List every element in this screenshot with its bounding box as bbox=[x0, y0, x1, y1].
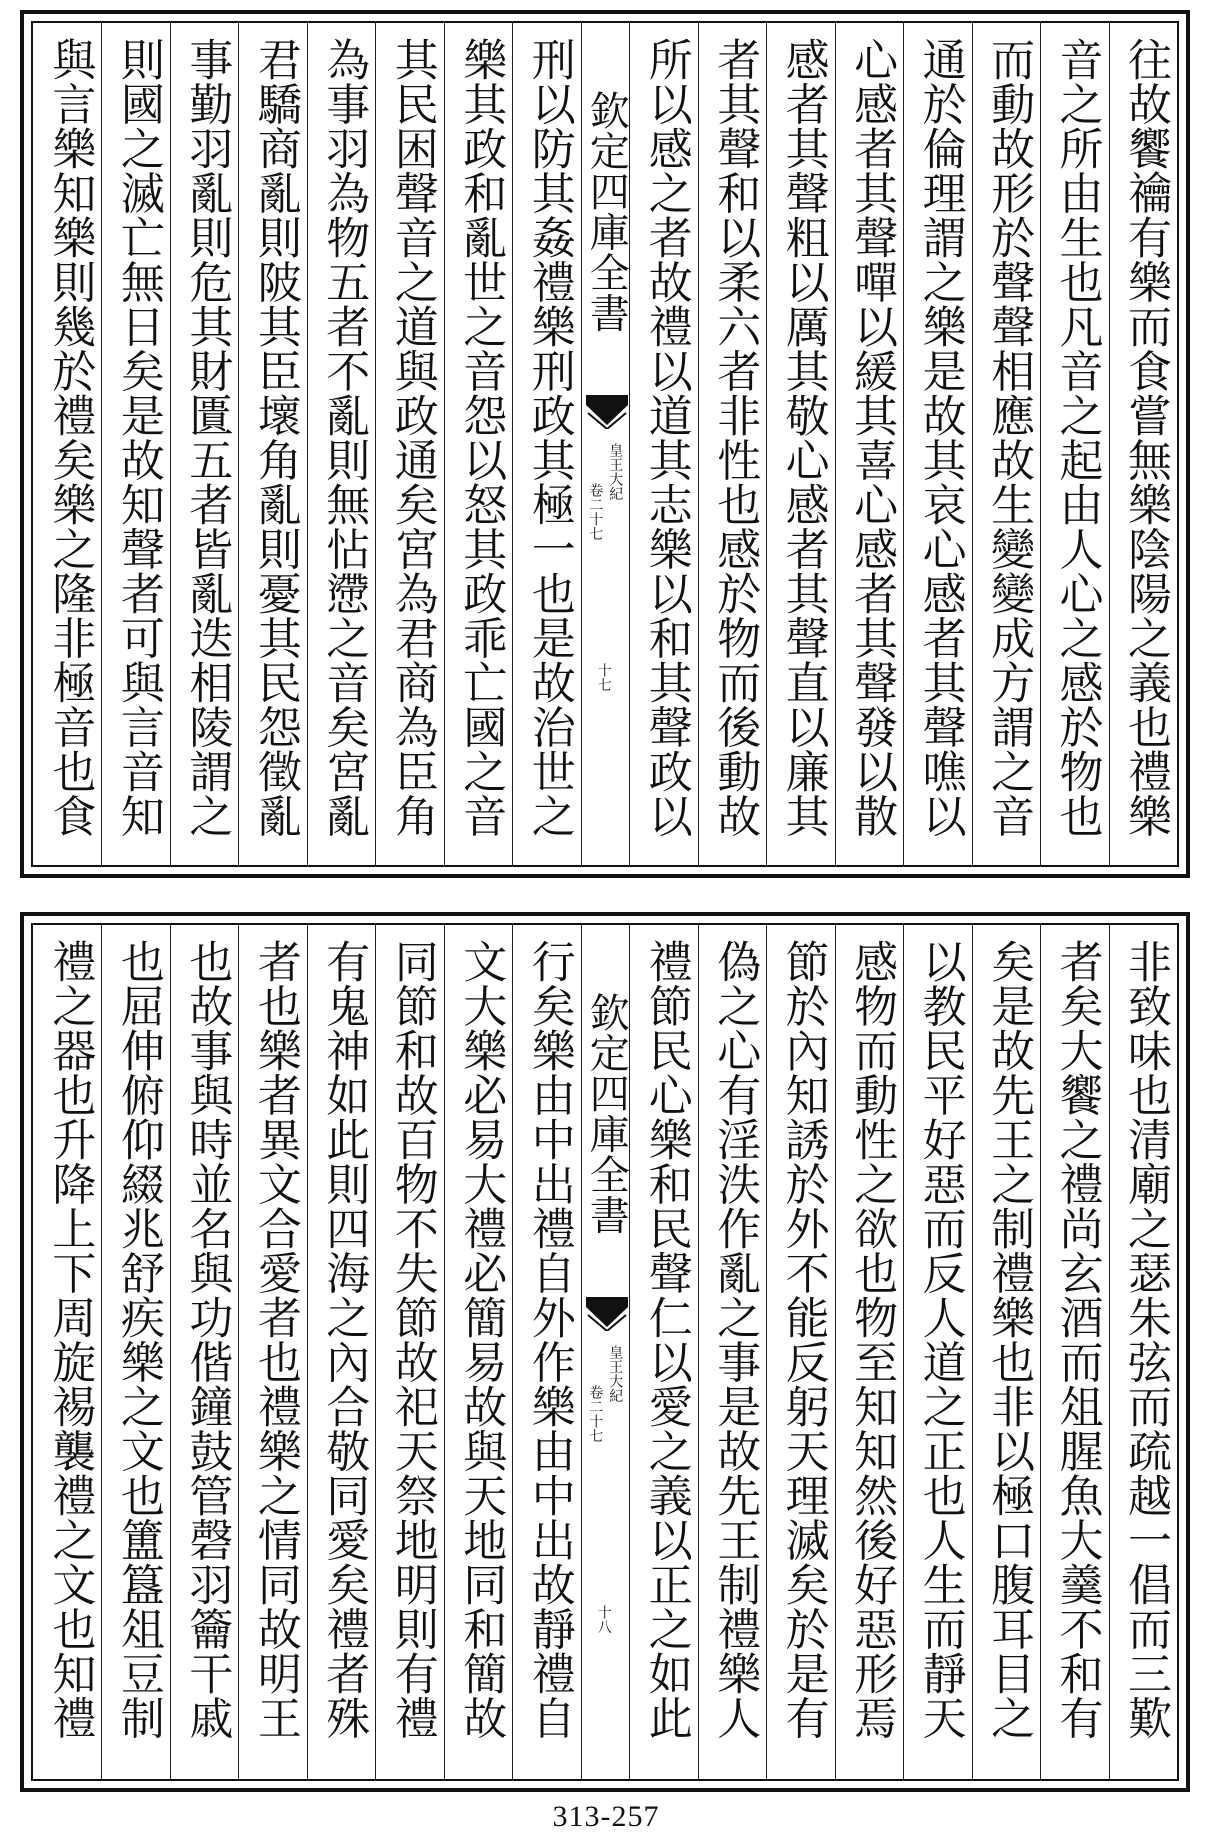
text-column: 君驕商亂則陂其臣壞角亂則憂其民怨徵亂 bbox=[238, 23, 306, 865]
text-column: 者其聲和以柔六者非性也感於物而後動故 bbox=[698, 23, 766, 865]
book-title: 欽定四庫全書 bbox=[583, 991, 630, 1235]
bottom-page bbox=[20, 912, 1190, 1792]
catalog-page-number: 313-257 bbox=[552, 1800, 660, 1833]
book-title: 欽定四庫全書 bbox=[583, 89, 630, 333]
text-column: 通於倫理謂之樂是故其哀心感者其聲噍以 bbox=[903, 23, 971, 865]
text-column: 所以感之者故禮以道其志樂以和其聲政以 bbox=[629, 23, 697, 865]
text-column: 樂其政和亂世之音怨以怒其政乖亡國之音 bbox=[444, 23, 512, 865]
text-column: 節於內知誘於外不能反躬天理滅矣於是有 bbox=[766, 925, 834, 1779]
text-column: 而動故形於聲聲相應故生變變成方謂之音 bbox=[972, 23, 1040, 865]
text-column: 禮之器也升降上下周旋裼襲禮之文也知禮 bbox=[44, 939, 96, 1740]
fish-tail-mark-icon bbox=[586, 1297, 628, 1331]
text-column: 非致味也清廟之瑟朱弦而疏越一倡而三歎 bbox=[1109, 925, 1177, 1779]
text-column: 行矣樂由中出禮自外作樂由中出故靜禮自 bbox=[512, 925, 580, 1779]
center-margin-column bbox=[581, 23, 630, 865]
text-column: 心感者其聲嘽以緩其喜心感者其聲發以散 bbox=[835, 23, 903, 865]
reign-title: 皇王大紀 bbox=[607, 1345, 624, 1403]
top-page bbox=[20, 10, 1190, 878]
text-column: 也故事與時並名與功偕鐘鼓管磬羽籥干戚 bbox=[170, 925, 238, 1779]
page-number: 十七 bbox=[595, 663, 612, 692]
text-column: 文大樂必易大禮必簡易故與天地同和簡故 bbox=[444, 925, 512, 1779]
text-column: 矣是故先王之制禮樂也非以極口腹耳目之 bbox=[972, 925, 1040, 1779]
page-number: 十八 bbox=[595, 1605, 612, 1634]
bottom-page-columns bbox=[33, 925, 1177, 1779]
volume-label: 卷二十七 bbox=[587, 1385, 604, 1443]
text-column: 往故饗禴有樂而食嘗無樂陰陽之義也禮樂 bbox=[1109, 23, 1177, 865]
bottom-page-inner-frame bbox=[31, 923, 1179, 1781]
text-column: 者也樂者異文合愛者也禮樂之情同故明王 bbox=[238, 925, 306, 1779]
fish-tail-mark-icon bbox=[586, 395, 628, 429]
text-column: 其民困聲音之道與政通矣宮為君商為臣角 bbox=[375, 23, 443, 865]
text-column: 與言樂知樂則幾於禮矣樂之隆非極音也食 bbox=[44, 37, 96, 838]
top-page-inner-frame bbox=[31, 21, 1179, 867]
text-column: 事勤羽亂則危其財匱五者皆亂迭相陵謂之 bbox=[170, 23, 238, 865]
text-column: 刑以防其姦禮樂刑政其極一也是故治世之 bbox=[512, 23, 580, 865]
volume-label: 卷二十七 bbox=[587, 483, 604, 541]
text-column: 以教民平好惡而反人道之正也人生而靜天 bbox=[903, 925, 971, 1779]
text-column: 感物而動性之欲也物至知知然後好惡形焉 bbox=[835, 925, 903, 1779]
text-column: 為事羽為物五者不亂則無怗懘之音矣宮亂 bbox=[307, 23, 375, 865]
top-page-columns bbox=[33, 23, 1177, 865]
reign-title: 皇王大紀 bbox=[607, 443, 624, 501]
text-column: 同節和故百物不失節故祀天祭地明則有禮 bbox=[375, 925, 443, 1779]
text-column: 感者其聲粗以厲其敬心感者其聲直以廉其 bbox=[766, 23, 834, 865]
text-column: 也屈伸俯仰綴兆舒疾樂之文也簠簋俎豆制 bbox=[101, 925, 169, 1779]
text-column: 偽之心有淫泆作亂之事是故先王制禮樂人 bbox=[698, 925, 766, 1779]
center-margin-column bbox=[581, 925, 630, 1779]
text-column: 則國之滅亡無日矣是故知聲者可與言音知 bbox=[101, 23, 169, 865]
text-column: 者矣大饗之禮尚玄酒而俎腥魚大羹不和有 bbox=[1040, 925, 1108, 1779]
text-column: 禮節民心樂和民聲仁以愛之義以正之如此 bbox=[629, 925, 697, 1779]
text-column: 音之所由生也凡音之起由人心之感於物也 bbox=[1040, 23, 1108, 865]
text-column: 有鬼神如此則四海之內合敬同愛矣禮者殊 bbox=[307, 925, 375, 1779]
